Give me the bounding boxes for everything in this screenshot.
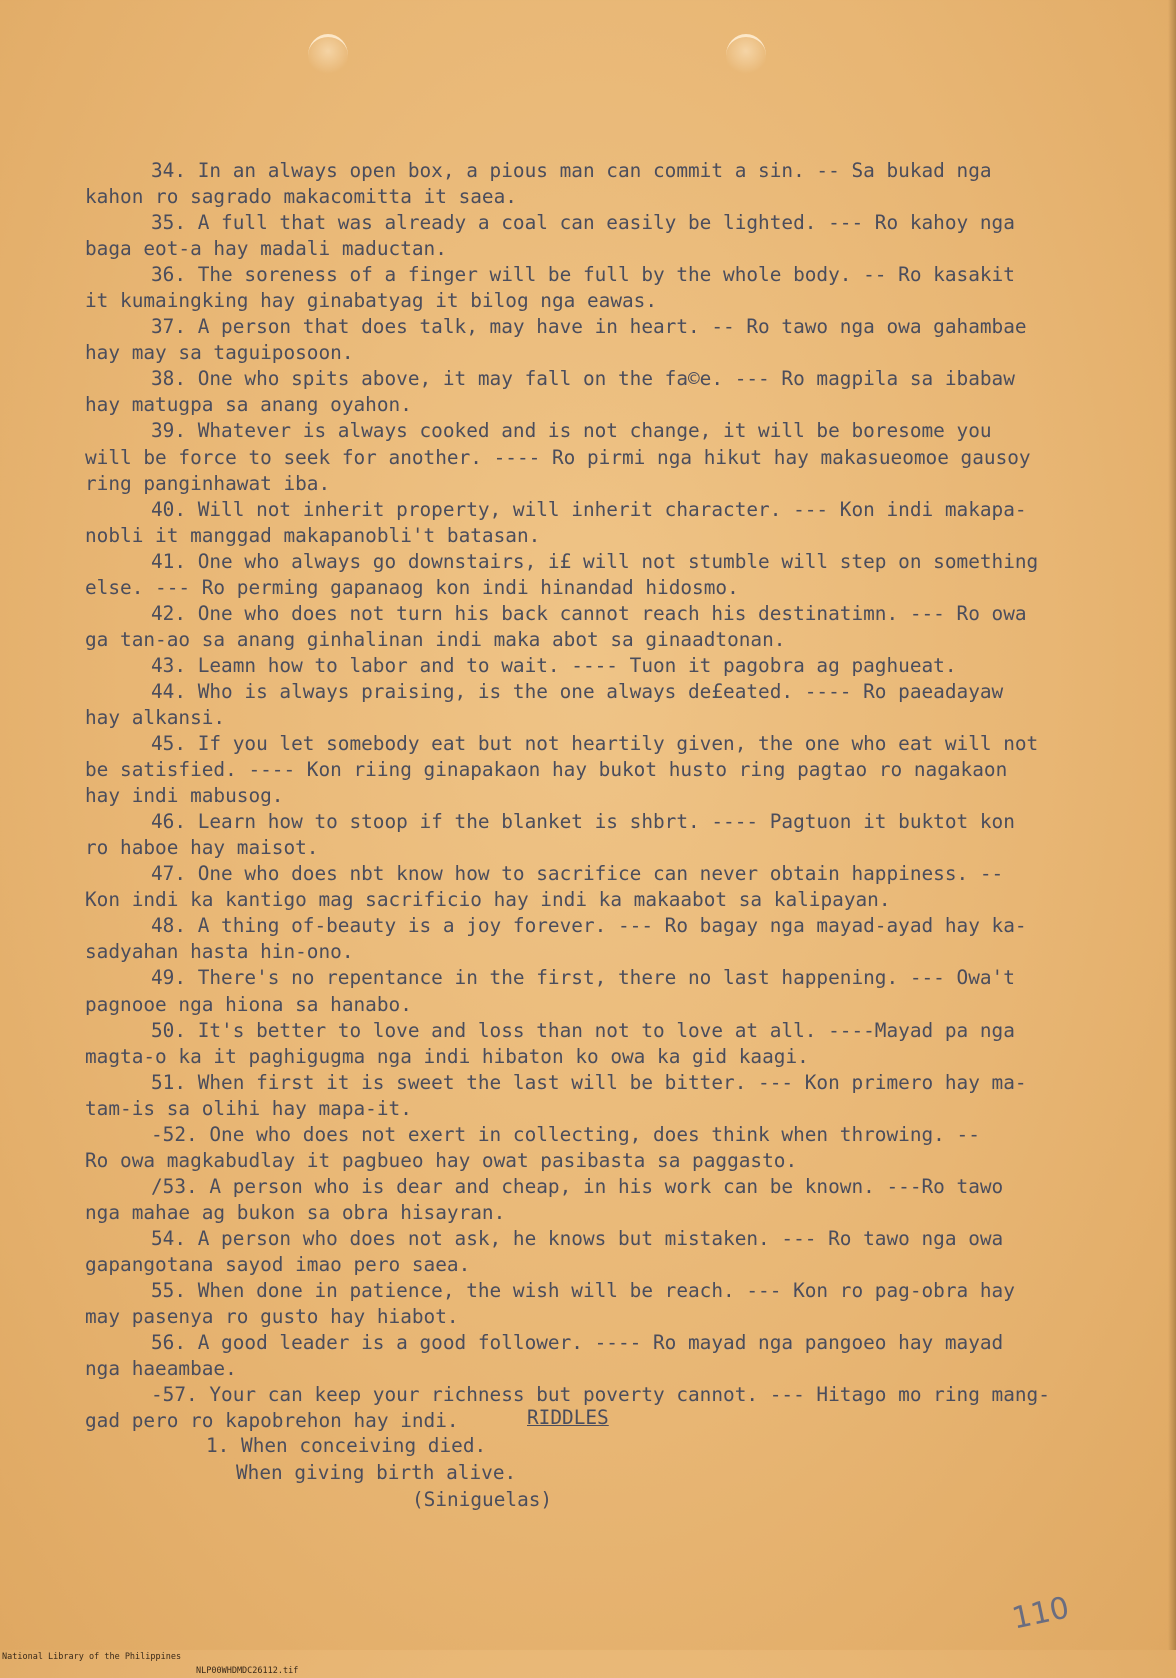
proverb-entry <box>85 158 1135 210</box>
riddle-line: 1. When conceiving died. <box>206 1434 487 1457</box>
proverb-first-line: 51. When first it is sweet the last will be bitter. --- Kon primero hay ma- <box>151 1070 1027 1094</box>
proverb-line: gad pero ro kapobrehon hay indi. <box>85 1409 459 1433</box>
proverb-line: Kon indi ka kantigo mag sacrificio hay indi ka makaabot sa kalipayan. <box>85 888 891 912</box>
proverb-entry <box>85 497 1135 549</box>
proverb-first-line: 54. A person who does not ask, he knows but mistaken. --- Ro tawo nga owa <box>151 1226 1004 1250</box>
proverb-line: nga haeambae. <box>85 1357 237 1381</box>
proverb-entry <box>85 1278 1135 1330</box>
proverb-entry <box>85 314 1135 366</box>
proverb-line: pagnooe nga hiona sa hanabo. <box>85 992 412 1016</box>
riddle-line: When giving birth alive. <box>236 1461 517 1484</box>
proverb-line: hay indi mabusog. <box>85 784 284 808</box>
proverb-first-line: /53. A person who is dear and cheap, in his work can be known. ---Ro tawo <box>151 1174 1004 1198</box>
proverb-list <box>85 158 1135 1434</box>
proverb-first-line: 41. One who always go downstairs, i£ will not stumble will step on something <box>151 549 1039 573</box>
proverb-first-line: 49. There's no repentance in the first, there no last happening. --- Owa't <box>151 966 1015 990</box>
proverb-line: hay may sa taguiposoon. <box>85 341 354 365</box>
proverb-entry <box>85 1174 1135 1226</box>
proverb-line: gapangotana sayod imao pero saea. <box>85 1252 471 1276</box>
proverb-first-line: 44. Who is always praising, is the one always de£eated. ---- Ro paeadayaw <box>151 679 1004 703</box>
proverb-entry <box>85 861 1135 913</box>
proverb-entry <box>85 549 1135 601</box>
proverb-line: nga mahae ag bukon sa obra hisayran. <box>85 1200 506 1224</box>
riddles-heading: RIDDLES <box>527 1406 609 1429</box>
proverb-first-line: 43. Leamn how to labor and to wait. ---- Tuon it pagobra ag paghueat. <box>151 653 957 677</box>
footer-library: National Library of the Philippines <box>2 1652 182 1662</box>
proverb-first-line: 34. In an always open box, a pious man can commit a sin. -- Sa bukad nga <box>151 159 992 182</box>
page-edge-shadow <box>1168 0 1176 1650</box>
proverb-line: ro haboe hay maisot. <box>85 836 319 860</box>
proverb-line: hay alkansi. <box>85 705 226 729</box>
proverb-first-line: 45. If you let somebody eat but not heartily given, the one who eat will not <box>151 732 1039 756</box>
proverb-line: it kumaingking hay ginabatyag it bilog nga eawas. <box>85 289 658 313</box>
punch-hole-left <box>308 34 348 77</box>
proverb-entry <box>85 679 1135 731</box>
proverb-entry <box>85 1330 1135 1382</box>
proverb-entry <box>85 1226 1135 1278</box>
proverb-entry <box>85 1018 1135 1070</box>
proverb-first-line: 42. One who does not turn his back cannot reach his destinatimn. --- Ro owa <box>151 601 1027 625</box>
proverb-entry <box>85 262 1135 314</box>
riddle-answer: (Siniguelas) <box>412 1488 553 1511</box>
proverb-line: may pasenya ro gusto hay hiabot. <box>85 1305 459 1329</box>
proverb-entry <box>85 366 1135 418</box>
proverb-entry <box>85 913 1135 965</box>
proverb-line: magta-o ka it paghigugma nga indi hibaton ko owa ka gid kaagi. <box>85 1044 809 1068</box>
proverb-line: sadyahan hasta hin-ono. <box>85 940 354 964</box>
proverb-first-line: 50. It's better to love and loss than not to love at all. ----Mayad pa nga <box>151 1018 1015 1042</box>
punch-hole-right <box>726 34 766 77</box>
proverb-entry <box>85 1070 1135 1122</box>
proverb-line: ring panginhawat iba. <box>85 471 331 495</box>
proverb-entry <box>85 210 1135 262</box>
proverb-line: kahon ro sagrado makacomitta it saea. <box>85 185 517 209</box>
proverb-line: ga tan-ao sa anang ginhalinan indi maka abot sa ginaadtonan. <box>85 627 786 651</box>
footer-filename: NLP00WHDMDC26112.tif <box>196 1666 299 1676</box>
proverb-first-line: 40. Will not inherit property, will inherit character. --- Kon indi makapa- <box>151 497 1027 521</box>
proverb-entry <box>85 418 1135 496</box>
proverb-first-line: 56. A good leader is a good follower. ---- Ro mayad nga pangoeo hay mayad <box>151 1331 1004 1355</box>
proverb-entry <box>85 601 1135 653</box>
proverb-line: hay matugpa sa anang oyahon. <box>85 393 412 417</box>
page-number: 110 <box>1008 1590 1073 1637</box>
proverb-line: Ro owa magkabudlay it pagbueo hay owat pasibasta sa paggasto. <box>85 1148 798 1172</box>
proverb-entry <box>85 653 1135 679</box>
proverb-entry <box>85 1122 1135 1174</box>
proverb-first-line: 46. Learn how to stoop if the blanket is shbrt. ---- Pagtuon it buktot kon <box>151 810 1015 834</box>
proverb-entry <box>85 965 1135 1017</box>
proverb-line: tam-is sa olihi hay mapa-it. <box>85 1096 412 1120</box>
proverb-entry <box>85 731 1135 809</box>
proverb-first-line: -57. Your can keep your richness but poverty cannot. --- Hitago mo ring mang- <box>151 1383 1050 1407</box>
proverb-first-line: 48. A thing of-beauty is a joy forever. --- Ro bagay nga mayad-ayad hay ka- <box>151 914 1027 938</box>
proverb-first-line: -52. One who does not exert in collecting, does think when throwing. -- <box>151 1122 980 1146</box>
proverb-line: else. --- Ro perming gapanaog kon indi hinandad hidosmo. <box>85 575 739 599</box>
proverb-entry <box>85 809 1135 861</box>
proverb-line: nobli it manggad makapanobli't batasan. <box>85 523 541 547</box>
proverb-first-line: 36. The soreness of a finger will be full by the whole body. -- Ro kasakit <box>151 263 1015 287</box>
proverb-first-line: 37. A person that does talk, may have in heart. -- Ro tawo nga owa gahambae <box>151 315 1027 339</box>
proverb-first-line: 35. A full that was already a coal can easily be lighted. --- Ro kahoy nga <box>151 211 1015 235</box>
proverb-line: be satisfied. ---- Kon riing ginapakaon hay bukot husto ring pagtao ro nagakaon <box>85 758 1008 782</box>
scan-footer <box>0 1636 1176 1676</box>
proverb-entry <box>85 1382 1135 1434</box>
proverb-first-line: 55. When done in patience, the wish will be reach. --- Kon ro pag-obra hay <box>151 1279 1015 1303</box>
proverb-line: will be force to seek for another. ---- Ro pirmi nga hikut hay makasueomoe gausoy <box>85 445 1031 469</box>
proverb-first-line: 47. One who does nbt know how to sacrifice can never obtain happiness. -- <box>151 862 1004 886</box>
proverb-line: baga eot-a hay madali maductan. <box>85 237 447 261</box>
proverb-first-line: 39. Whatever is always cooked and is not change, it will be boresome you <box>151 419 992 443</box>
proverb-first-line: 38. One who spits above, it may fall on the fa©e. --- Ro magpila sa ibabaw <box>151 367 1015 391</box>
